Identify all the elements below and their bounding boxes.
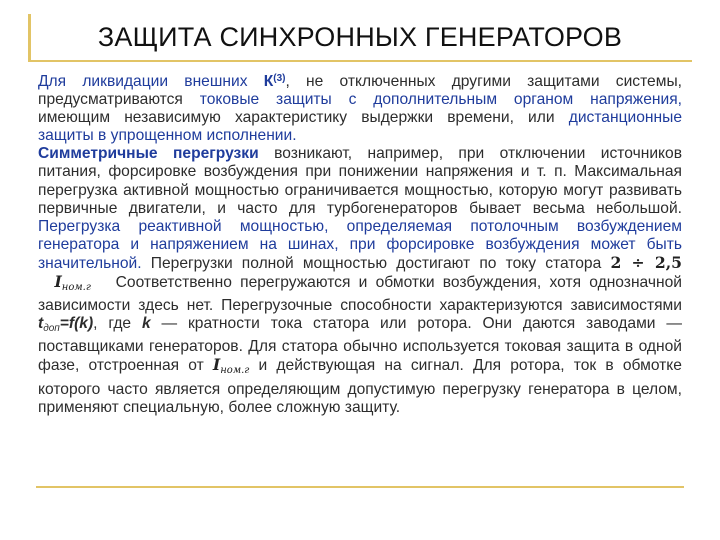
current-letter: I	[54, 272, 62, 292]
function-formula: =f(k)	[59, 315, 94, 333]
k-letter: К	[263, 73, 274, 90]
current-subscript: ном.г	[61, 282, 91, 294]
k-symbol: k	[141, 315, 151, 333]
text-fragment: Для ликвидации внешних	[38, 73, 248, 90]
text-fragment: Соответственно перегружаются и обмотки возбуждения, хотя однозначной зависимости здесь нет. Перегрузочные способности характеризуются зависимостями	[38, 274, 683, 315]
title-accent-vertical-line	[28, 14, 31, 62]
text-fragment: — кратности тока статора или ротора. Они даются заводами — поставщиками генераторов. Для статора обычно используется токовая защита в одной фазе, отстроенная от	[38, 315, 682, 375]
footer-accent-line	[36, 486, 684, 488]
fault-k-symbol	[264, 73, 286, 90]
text-fragment: дистанционные защиты в упрощенном исполнении.	[38, 109, 682, 145]
text-fragment: токовые защиты с дополнительным органом напряжения,	[199, 91, 682, 109]
k-superscript: (3)	[273, 73, 286, 84]
rated-current-symbol	[212, 355, 250, 377]
page-title: ЗАЩИТА СИНХРОННЫХ ГЕНЕРАТОРОВ	[97, 22, 623, 52]
text-fragment: и действующая на сигнал. Для ротора, ток в обмотке которого часто является определяющим допустимую перегрузку генератора в целом, применяют специальную, более сложную защиту.	[38, 357, 682, 416]
title-accent-horizontal-line	[28, 60, 692, 62]
section-heading: Симметричные перегрузки	[38, 145, 259, 163]
range-formula: 2 ÷ 2,5	[610, 252, 682, 272]
time-symbol	[38, 315, 60, 335]
body-text	[38, 70, 682, 417]
time-letter: t	[38, 315, 44, 333]
current-letter: I	[212, 355, 221, 375]
text-fragment: Перегрузка реактивной мощностью, определяемая потолочным возбуждением генератора и напряжением на шинах, при форсировке возбуждения может быть значительной.	[38, 217, 682, 272]
rated-current-symbol	[54, 272, 91, 294]
time-subscript: доп	[43, 323, 60, 335]
text-fragment: , где	[93, 315, 132, 333]
text-fragment: Перегрузки полной мощностью достигают по току статора	[150, 254, 602, 272]
current-subscript: ном.г	[220, 365, 250, 377]
text-fragment: возникают, например, при отключении источников питания, форсировке возбуждения при понижении напряжения и т. п. Максимальная перегрузка активной мощностью ограничивается мощностью, которую могут развивать первичные двигатели, и часто для турбогенераторов бывает весьма небольшой.	[38, 145, 682, 217]
text-fragment: , не отключенных другими защитами системы, предусматриваются	[38, 73, 682, 109]
text-fragment: имеющим независимую характеристику выдержки времени, или	[38, 109, 555, 127]
